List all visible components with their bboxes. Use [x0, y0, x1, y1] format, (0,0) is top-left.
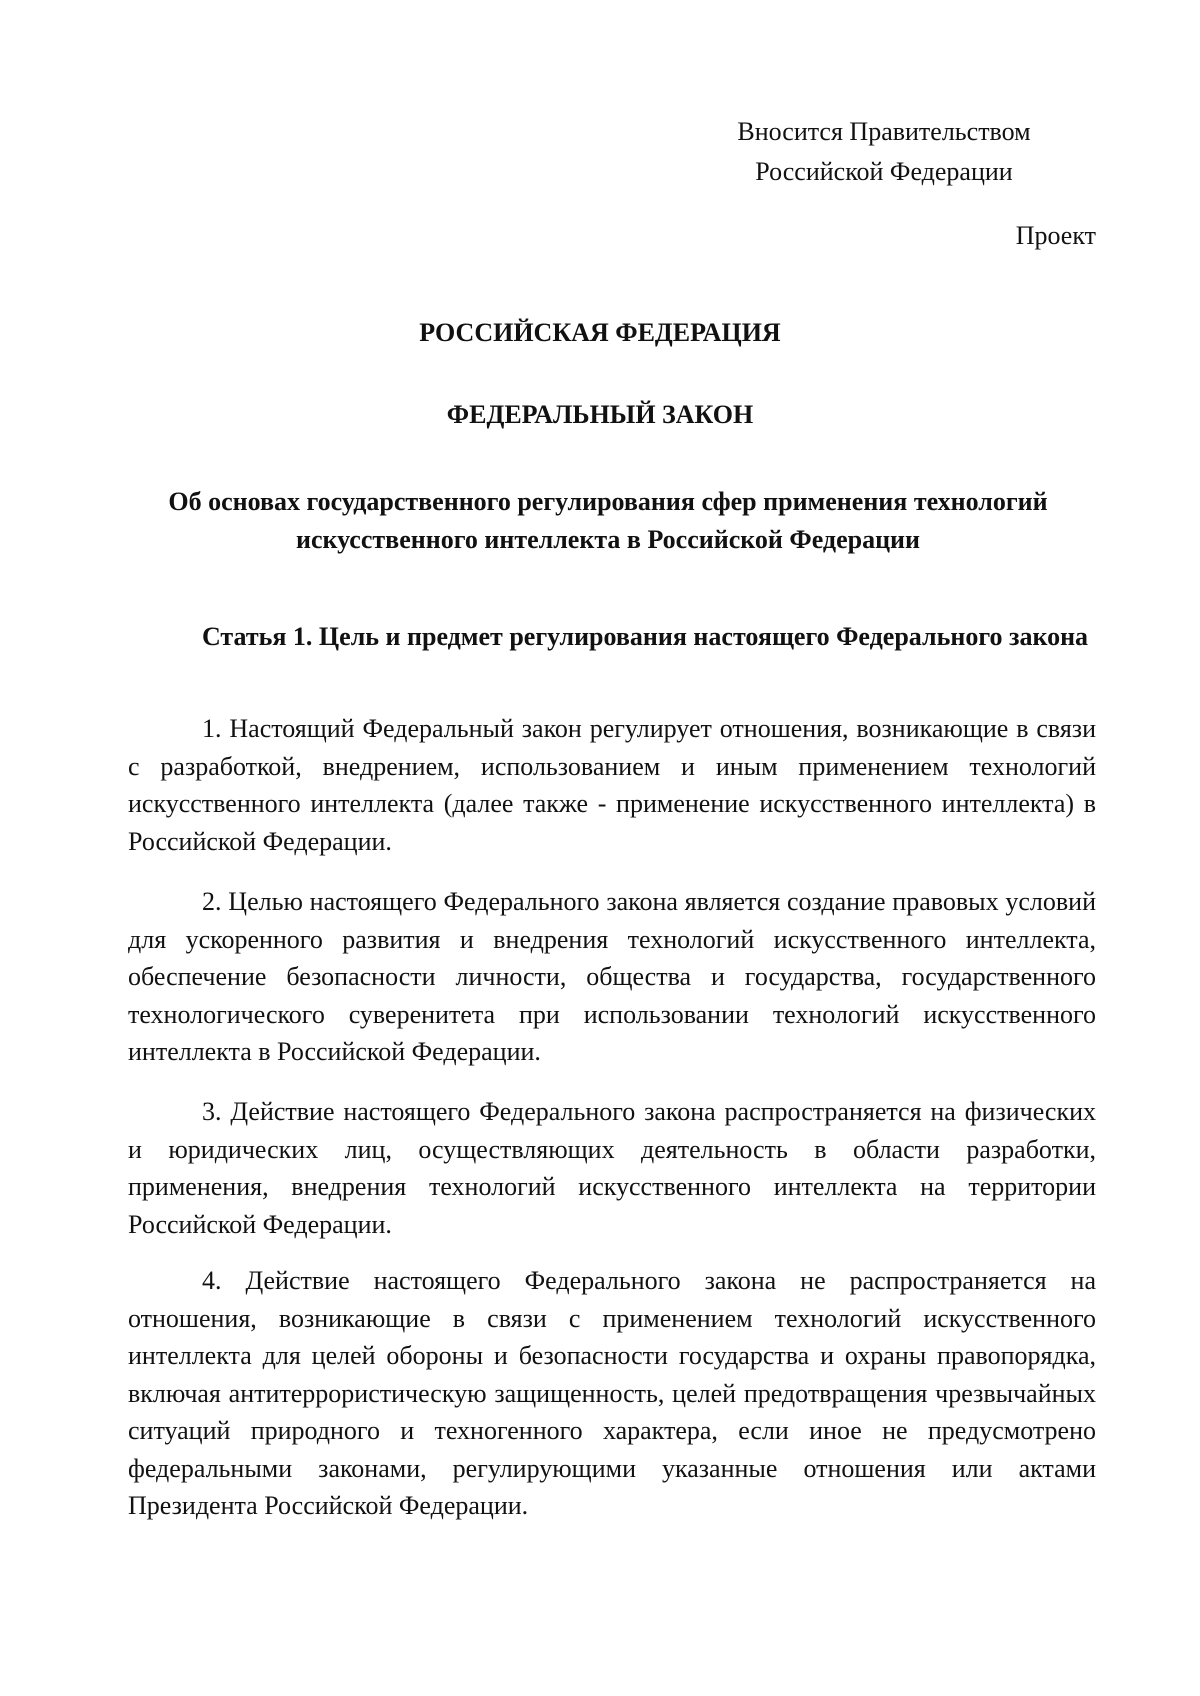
draft-status: Проект: [1015, 221, 1096, 250]
article-heading: Статья 1. Цель и предмет регулирования настоящего Федерального закона: [202, 622, 1089, 651]
law-title: [120, 483, 1096, 559]
country-heading: РОССИЙСКАЯ ФЕДЕРАЦИЯ: [419, 318, 781, 347]
submitted-by-block: [700, 112, 1068, 192]
law-title-line-2: искусственного интеллекта в Российской Федерации: [295, 525, 921, 554]
paragraph-2: 2. Целью настоящего Федерального закона является создание правовых условий для ускоренного развития и внедрения технологий искусственного интеллекта, обеспечение безопасности личности, общества и государства, государственного технологического суверенитета при использовании технологий искусственного интеллекта в Российской Федерации.: [128, 887, 1096, 1066]
law-title-line-1: Об основах государственного регулирования сфер применения технологий: [168, 487, 1048, 516]
submitted-by-line-1: Вносится Правительством: [737, 117, 1031, 146]
submitted-by-line-2: Российской Федерации: [755, 157, 1013, 186]
paragraph-1: 1. Настоящий Федеральный закон регулирует отношения, возникающие в связи с разработкой, внедрением, использованием и иным применением технологий искусственного интеллекта (далее также - применение искусственного интеллекта) в Российской Федерации.: [128, 714, 1096, 856]
paragraph-3: 3. Действие настоящего Федерального закона распространяется на физических и юридических лиц, осуществляющих деятельность в области разработки, применения, внедрения технологий искусственного интеллекта на территории Российской Федерации.: [128, 1097, 1096, 1239]
paragraph-4: 4. Действие настоящего Федерального закона не распространяется на отношения, возникающие в связи с применением технологий искусственного интеллекта для целей обороны и безопасности государства и охраны правопорядка, включая антитеррористическую защищенность, целей предотвращения чрезвычайных ситуаций природного и техногенного характера, если иное не предусмотрено федеральными законами, регулирующими указанные отношения или актами Президента Российской Федерации.: [128, 1266, 1096, 1520]
law-type-heading: ФЕДЕРАЛЬНЫЙ ЗАКОН: [446, 400, 754, 429]
